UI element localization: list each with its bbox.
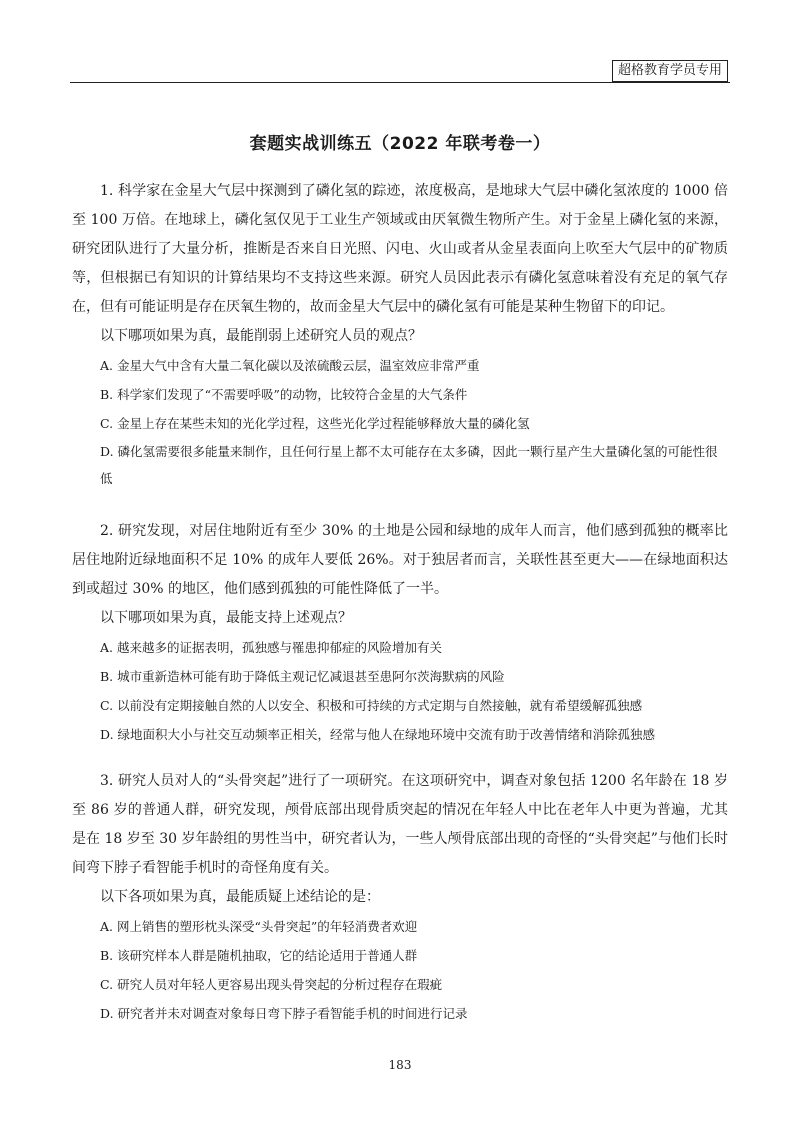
question-prompt: 以下哪项如果为真，最能削弱上述研究人员的观点？ [100, 328, 422, 344]
question-prompt: 以下各项如果为真，最能质疑上述结论的是： [100, 889, 380, 905]
option-a: A. 金星大气中含有大量二氧化碳以及浓硫酸云层，温室效应非常严重 [100, 358, 480, 373]
question-stem: 2. 研究发现，对居住地附近有至少 30% 的土地是公园和绿地的成年人而言，他们感到孤独的概率比居住地附近绿地面积不足 10% 的成年人要低 26%。对于独居者而言，关联性甚至更大——在绿地面积达到或超过 30% 的地区，他们感到孤独的可能性降低了一半。 [72, 523, 728, 597]
option-d: D. 研究者并未对调查对象每日弯下脖子看智能手机的时间进行记录 [100, 1006, 468, 1021]
question-prompt: 以下哪项如果为真，最能支持上述观点？ [100, 610, 352, 626]
question-2 [72, 517, 728, 749]
option-list [72, 912, 728, 1028]
option-b: B. 科学家们发现了“不需要呼吸”的动物，比较符合金星的大气条件 [100, 387, 468, 402]
brand-tag: 超格教育学员专用 [612, 60, 728, 82]
option-a: A. 越来越多的证据表明，孤独感与罹患抑郁症的风险增加有关 [100, 640, 442, 655]
question-3 [72, 767, 728, 1028]
option-b: B. 城市重新造林可能有助于降低主观记忆减退甚至患阿尔茨海默病的风险 [100, 669, 505, 684]
option-c: C. 研究人员对年轻人更容易出现头骨突起的分析过程存在瑕疵 [100, 977, 443, 992]
option-c: C. 金星上存在某些未知的光化学过程，这些光化学过程能够释放大量的磷化氢 [100, 416, 530, 431]
page-title: 套题实战训练五（2022 年联考卷一） [249, 134, 551, 154]
header-rule [70, 82, 730, 83]
question-1 [72, 177, 728, 492]
option-list [72, 633, 728, 749]
question-stem: 1. 科学家在金星大气层中探测到了磷化氢的踪迹，浓度极高，是地球大气层中磷化氢浓度的 1000 倍至 100 万倍。在地球上，磷化氢仅见于工业生产领域或由厌氧微生物所产生。对于金星上磷化氢的来源，研究团队进行了大量分析，推断是否来自日光照、闪电、火山或者从金星表面向上吹至大气层中的矿物质等，但根据已有知识的计算结果均不支持这些来源。研究人员因此表示有磷化氢意味着没有充足的氧气存在，但有可能证明是存在厌氧生物的，故而金星大气层中的磷化氢有可能是某种生物留下的印记。 [72, 183, 728, 315]
option-b: B. 该研究样本人群是随机抽取，它的结论适用于普通人群 [100, 948, 418, 963]
option-c: C. 以前没有定期接触自然的人以安全、积极和可持续的方式定期与自然接触，就有希望缓解孤独感 [100, 698, 643, 713]
option-a: A. 网上销售的塑形枕头深受“头骨突起”的年轻消费者欢迎 [100, 919, 418, 934]
question-stem: 3. 研究人员对人的“头骨突起”进行了一项研究。在这项研究中，调查对象包括 1200 名年龄在 18 岁至 86 岁的普通人群，研究发现，颅骨底部出现骨质突起的情况在年轻人中比在老年人中更为普遍，尤其是在 18 岁至 30 岁年龄组的男性当中，研究者认为，一些人颅骨底部出现的奇怪的“头骨突起”与他们长时间弯下脖子看智能手机时的奇怪角度有关。 [72, 773, 728, 876]
option-d: D. 磷化氢需要很多能量来制作，且任何行星上都不太可能存在太多磷，因此一颗行星产生大量磷化氢的可能性很低 [100, 444, 718, 486]
option-list [72, 351, 728, 492]
option-d: D. 绿地面积大小与社交互动频率正相关，经常与他人在绿地环境中交流有助于改善情绪和消除孤独感 [100, 727, 656, 742]
page-number: 183 [388, 1058, 412, 1072]
